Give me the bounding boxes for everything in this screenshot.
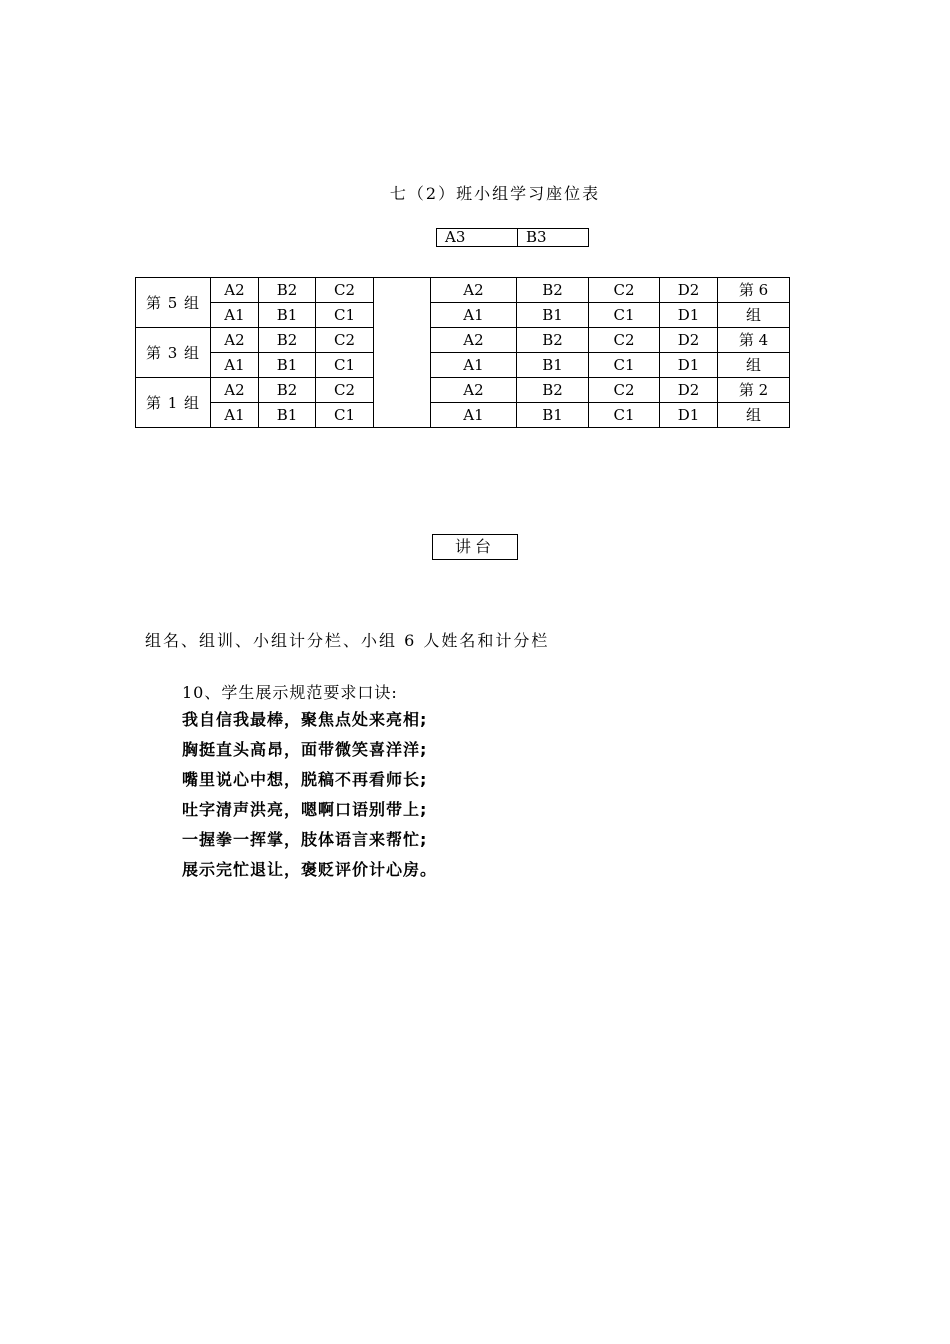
seat-cell: D2 <box>660 328 718 353</box>
seat-cell: A1 <box>431 303 517 328</box>
aisle <box>374 278 431 428</box>
front-seat-table <box>436 228 589 247</box>
seat-cell: D1 <box>660 353 718 378</box>
group-label-1: 第 1 组 <box>136 378 211 428</box>
seat-cell: B2 <box>517 278 589 303</box>
seat-cell: B1 <box>259 303 316 328</box>
seat-cell: B1 <box>517 303 589 328</box>
podium-box: 讲台 <box>432 534 518 560</box>
group-label-6-top: 第 6 <box>718 278 790 303</box>
seat-cell: B2 <box>517 378 589 403</box>
seat-cell: A1 <box>211 303 259 328</box>
seat-cell: C1 <box>589 303 660 328</box>
seat-cell: A2 <box>211 378 259 403</box>
list-item: 吐字清声洪亮，嗯啊口语别带上; <box>182 800 428 819</box>
rhyme-heading: 10、学生展示规范要求口诀: <box>182 683 398 702</box>
seat-cell-a3: A3 <box>437 229 518 247</box>
table-row <box>136 403 790 428</box>
table-row <box>136 328 790 353</box>
seat-cell: A1 <box>211 353 259 378</box>
table-row <box>136 378 790 403</box>
seat-cell: D2 <box>660 378 718 403</box>
seat-cell: A2 <box>431 328 517 353</box>
seat-cell: C2 <box>316 278 374 303</box>
seat-cell: C1 <box>316 403 374 428</box>
group-label-2-top: 第 2 <box>718 378 790 403</box>
list-item: 展示完忙退让，褒贬评价计心房。 <box>182 860 438 879</box>
table-row <box>136 353 790 378</box>
seat-cell: B2 <box>259 328 316 353</box>
seat-cell: B1 <box>259 403 316 428</box>
seat-cell: C2 <box>316 328 374 353</box>
table-row <box>136 278 790 303</box>
list-item: 我自信我最棒，聚焦点处来亮相; <box>182 710 428 729</box>
seat-cell: A2 <box>211 278 259 303</box>
seat-cell: D1 <box>660 403 718 428</box>
seating-table <box>135 277 790 428</box>
seat-cell: A2 <box>431 278 517 303</box>
page-title: 七（2）班小组学习座位表 <box>389 184 601 203</box>
seat-cell: D2 <box>660 278 718 303</box>
seat-cell: A1 <box>431 403 517 428</box>
group-label-3: 第 3 组 <box>136 328 211 378</box>
seat-cell: C1 <box>316 353 374 378</box>
seat-cell: B2 <box>259 378 316 403</box>
group-label-4-top: 第 4 <box>718 328 790 353</box>
group-label-6-bottom: 组 <box>718 303 790 328</box>
seat-cell: D1 <box>660 303 718 328</box>
seat-cell: C1 <box>316 303 374 328</box>
seat-cell: C1 <box>589 403 660 428</box>
seat-cell: B2 <box>517 328 589 353</box>
list-item: 嘴里说心中想，脱稿不再看师长; <box>182 770 428 789</box>
seat-cell: A1 <box>431 353 517 378</box>
table-row <box>136 303 790 328</box>
seat-cell: C2 <box>589 378 660 403</box>
list-item: 胸挺直头高昂，面带微笑喜洋洋; <box>182 740 428 759</box>
seat-cell: C2 <box>316 378 374 403</box>
group-label-5: 第 5 组 <box>136 278 211 328</box>
seat-cell: C1 <box>589 353 660 378</box>
seat-cell: B1 <box>259 353 316 378</box>
seat-cell: A2 <box>431 378 517 403</box>
seat-cell: B2 <box>259 278 316 303</box>
seat-cell: C2 <box>589 328 660 353</box>
seat-cell: A2 <box>211 328 259 353</box>
seat-cell: B1 <box>517 403 589 428</box>
group-label-2-bottom: 组 <box>718 403 790 428</box>
seat-cell-b3: B3 <box>518 229 589 247</box>
group-label-4-bottom: 组 <box>718 353 790 378</box>
seat-cell: C2 <box>589 278 660 303</box>
rhyme-list <box>182 708 437 888</box>
seat-cell: B1 <box>517 353 589 378</box>
list-item: 一握拳一挥掌，肢体语言来帮忙; <box>182 830 428 849</box>
layout-note: 组名、组训、小组计分栏、小组 6 人姓名和计分栏 <box>145 631 550 650</box>
seat-cell: A1 <box>211 403 259 428</box>
